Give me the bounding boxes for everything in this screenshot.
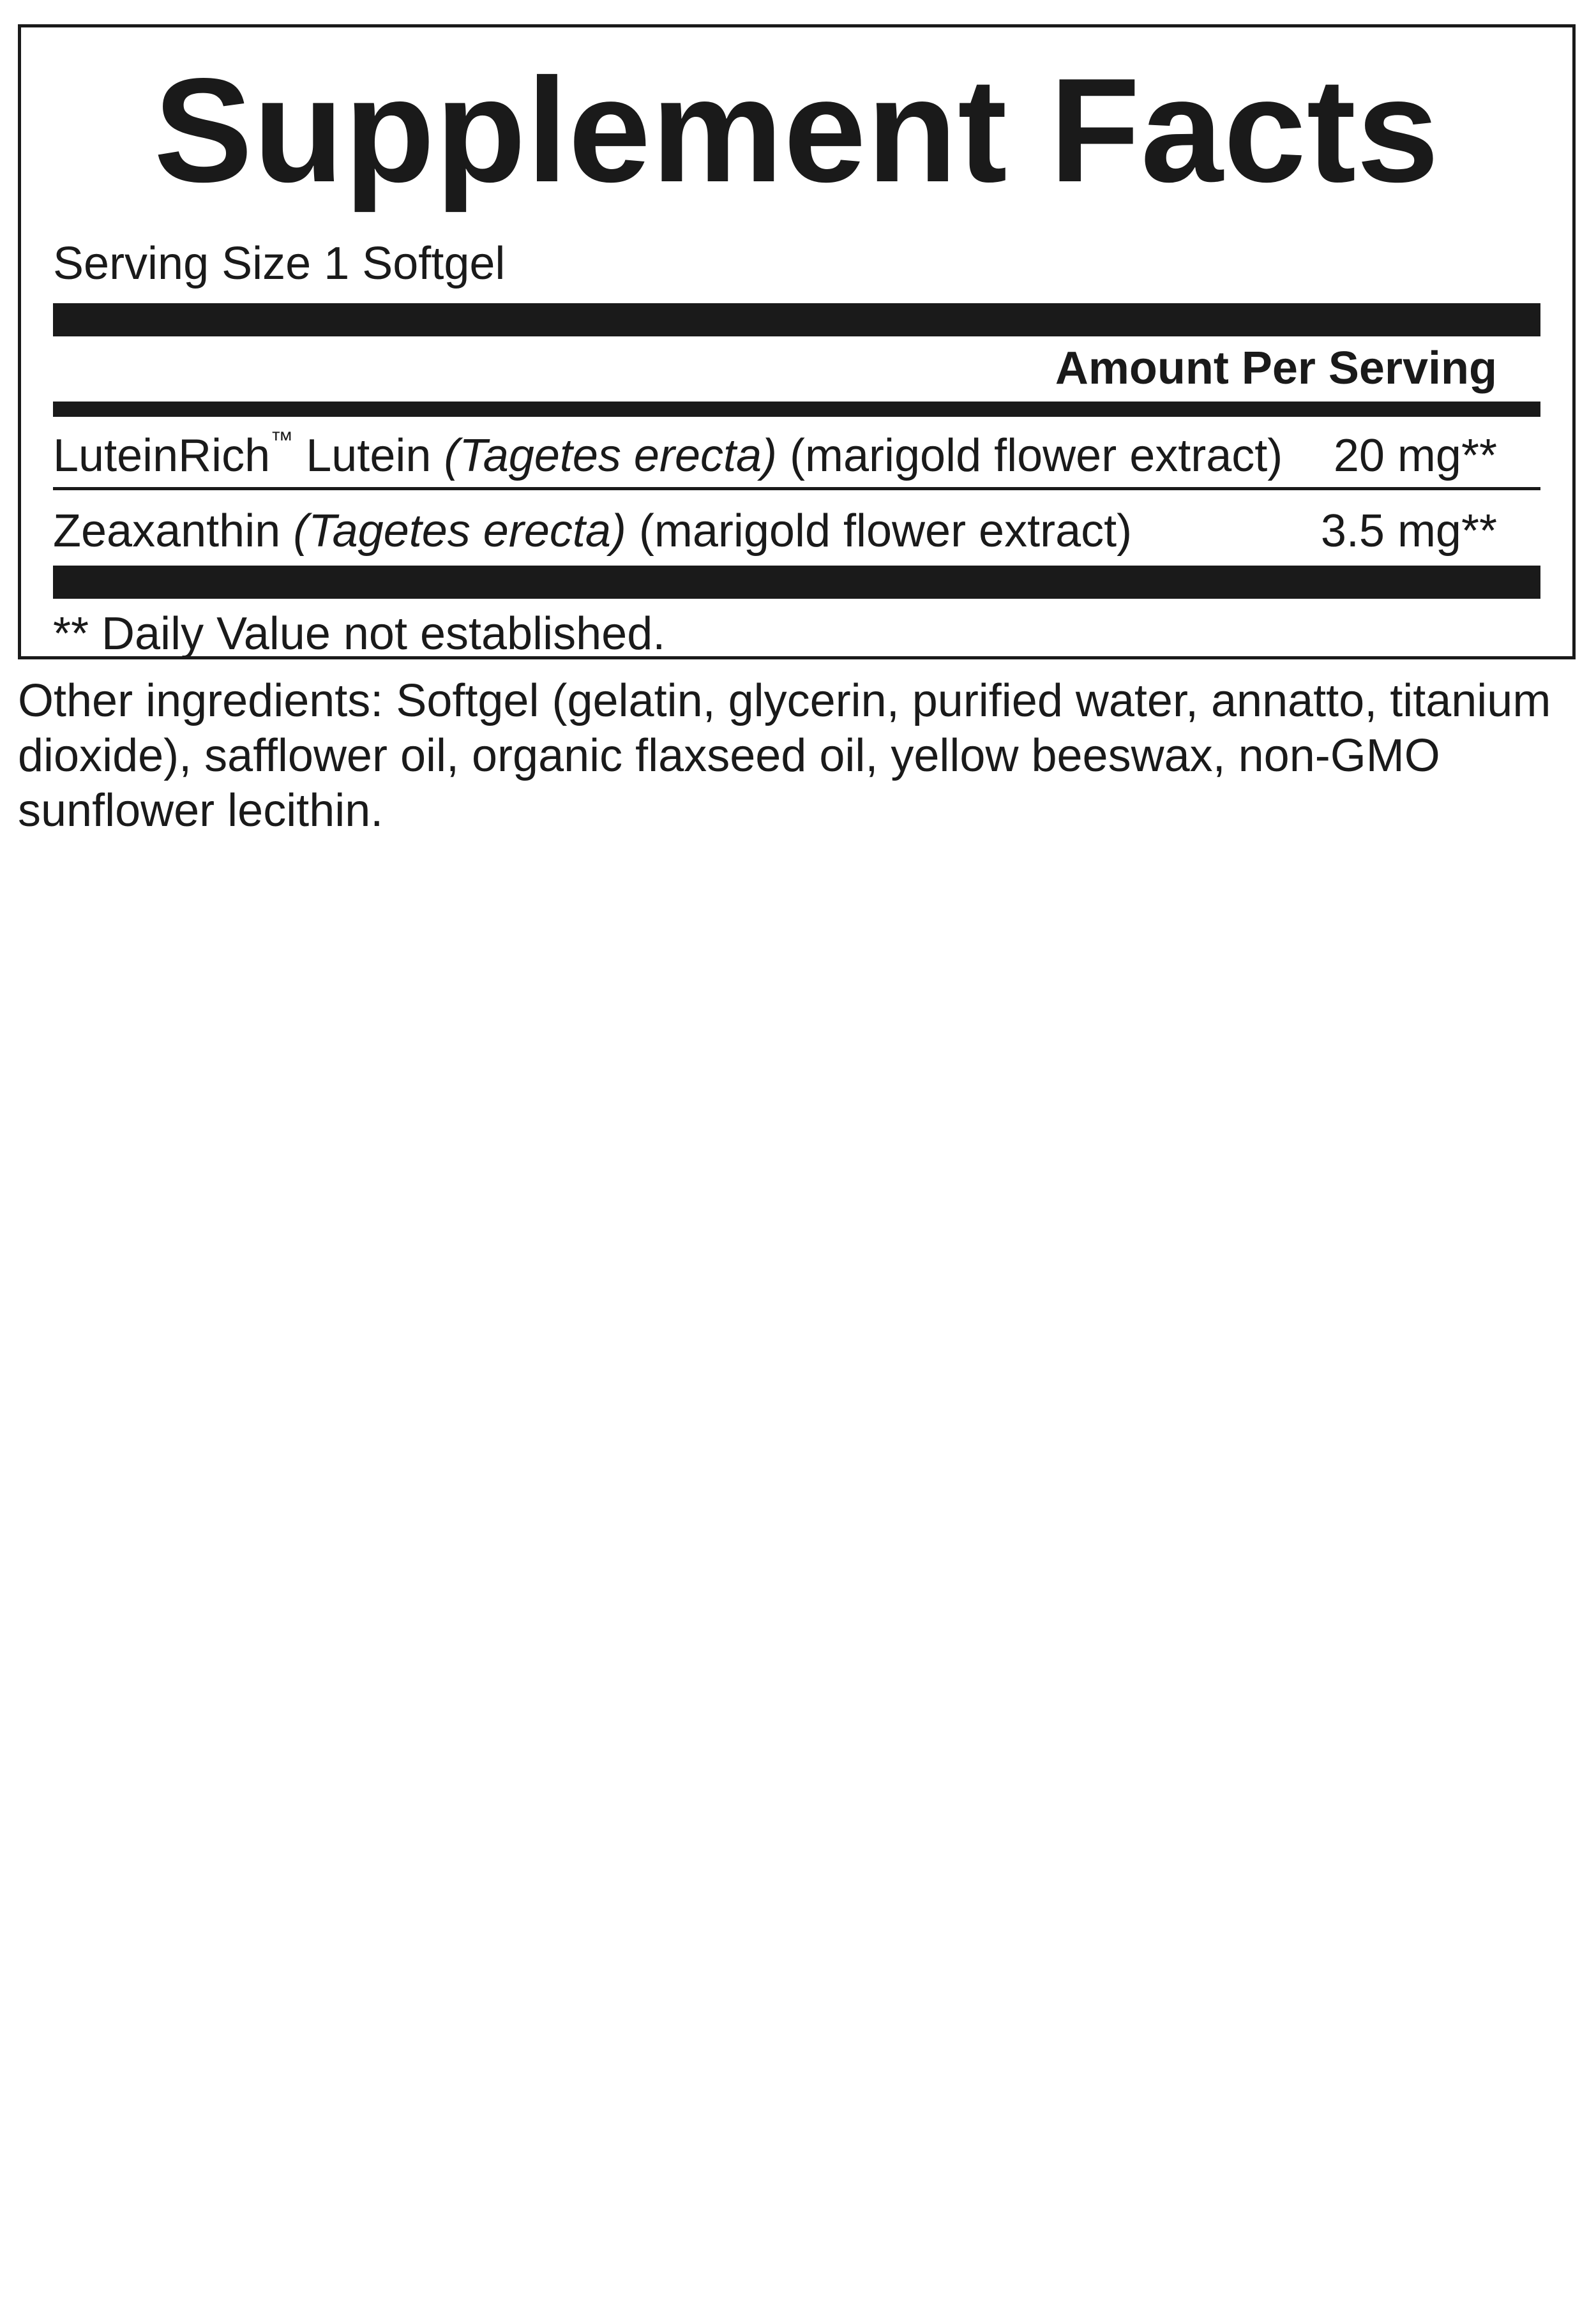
ingredient-row <box>53 502 1497 560</box>
ingredient-name-suffix: Lutein <box>293 430 444 481</box>
ingredient-descriptor: (marigold flower extract) <box>777 430 1283 481</box>
ingredient-name-text: LuteinRich <box>53 430 271 481</box>
thick-divider <box>53 566 1540 599</box>
serving-size: Serving Size 1 Softgel <box>53 238 506 289</box>
other-ingredients-text: Other ingredients: Softgel (gelatin, glycerin, purified water, annatto, titanium dioxide), safflower oil, organic flaxseed oil, yellow beeswax, non-GMO sunflower lecithin. <box>18 675 1551 836</box>
ingredient-amount: 3.5 mg** <box>1320 506 1497 557</box>
supplement-facts-panel <box>18 24 1576 659</box>
panel-title: Supplement Facts <box>153 48 1440 213</box>
ingredient-name-suffix <box>280 506 293 557</box>
trademark-symbol: ™ <box>270 426 294 453</box>
latin-name: (Tagetes erecta) <box>293 506 626 557</box>
thick-divider <box>53 303 1540 336</box>
amount-per-serving-header: Amount Per Serving <box>1055 343 1497 394</box>
latin-name: (Tagetes erecta) <box>444 430 778 481</box>
ingredient-name <box>53 427 1283 484</box>
ingredient-amount: 20 mg** <box>1333 430 1497 481</box>
ingredient-row <box>53 427 1497 484</box>
medium-divider <box>53 402 1540 417</box>
ingredient-name-text: Zeaxanthin <box>53 506 281 557</box>
ingredient-descriptor: (marigold flower extract) <box>626 506 1133 557</box>
ingredient-name <box>53 502 1132 560</box>
thin-divider <box>53 487 1540 490</box>
daily-value-footnote: ** Daily Value not established. <box>53 608 666 659</box>
